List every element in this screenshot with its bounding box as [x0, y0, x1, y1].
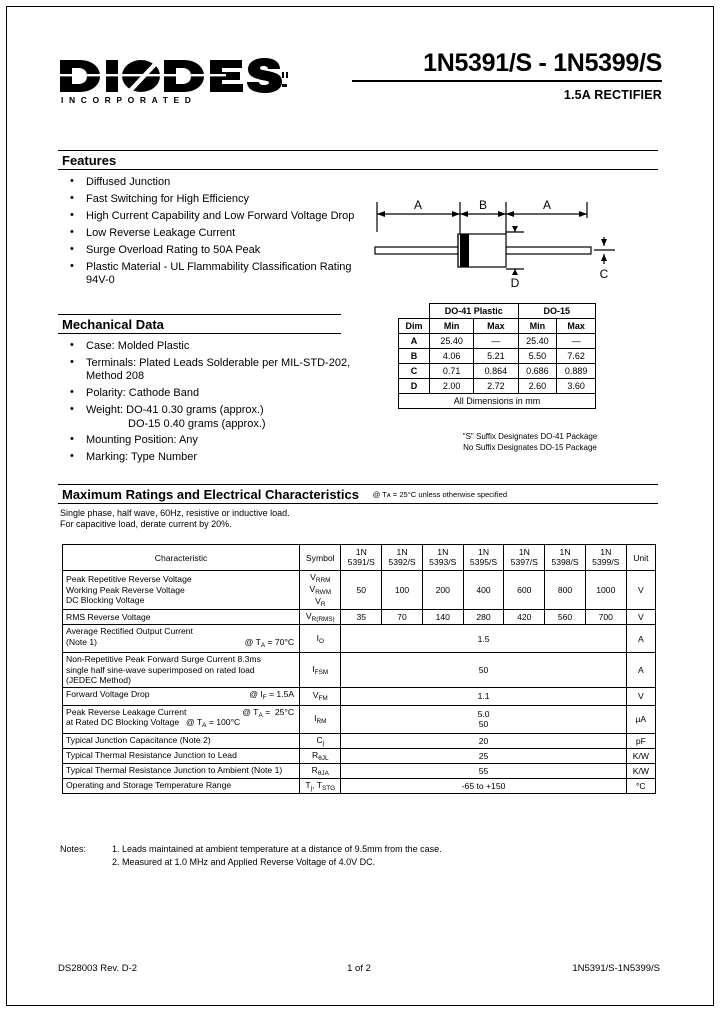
col-device-1	[341, 545, 382, 571]
row-value-span: 25	[341, 748, 626, 763]
device-suffix: 5391/S	[347, 556, 375, 567]
row-unit: V	[626, 687, 655, 705]
dims-cell: 0.686	[518, 364, 557, 379]
dims-cell: 3.60	[557, 379, 596, 394]
dims-corner-cell	[399, 304, 430, 319]
footer-document-id: DS28003 Rev. D-2	[58, 963, 138, 974]
col-device-6	[545, 545, 586, 571]
row-value: 800	[545, 571, 586, 610]
row-symbol: $V_{FM}$	[300, 687, 341, 705]
dim-label-d: D	[510, 276, 520, 290]
list-item: • Mounting Position: Any	[64, 434, 364, 447]
row-characteristic: Typical Junction Capacitance (Note 2)	[63, 733, 300, 748]
row-value-span: 1.5	[341, 625, 626, 653]
row-unit: pF	[626, 733, 655, 748]
row-unit: A	[626, 625, 655, 653]
row-unit: V	[626, 610, 655, 625]
row-symbol: $C_j$	[300, 733, 341, 748]
table-row	[63, 610, 656, 625]
device-prefix: 1N	[437, 547, 449, 557]
ratings-heading-condition: @ Tᴀ = 25°C unless otherwise specified	[372, 490, 508, 499]
row-value: 400	[463, 571, 504, 610]
package-note-line1: "S" Suffix Designates DO-41 Package	[462, 432, 598, 441]
row-characteristic	[63, 687, 300, 705]
dim-label-c: C	[599, 267, 609, 281]
logo-subtitle: INCORPORATED	[61, 95, 197, 105]
row-condition: @ $I_F = 1.5A$	[249, 688, 295, 701]
list-item: • Fast Switching for High Efficiency	[64, 193, 364, 206]
package-suffix-note	[420, 432, 640, 453]
row-characteristic: Operating and Storage Temperature Range	[63, 778, 300, 793]
weight-line-2: DO-15 0.40 grams (approx.)	[128, 417, 266, 430]
ratings-table	[62, 544, 656, 794]
device-prefix: 1N	[396, 547, 408, 557]
dims-cell: 25.40	[429, 334, 473, 349]
dims-col-do41-max: Max	[474, 319, 518, 334]
row-value-span: 55	[341, 763, 626, 778]
device-suffix: 5393/S	[429, 556, 457, 567]
table-row	[63, 625, 656, 653]
dims-cell: 2.72	[474, 379, 518, 394]
row-characteristic: Peak Reverse Leakage Current @ $T_A = 25^\circ C$ at Rated DC Blocking Voltage @ $T_A = 100^\circ C$	[63, 705, 300, 733]
title-rule	[352, 80, 662, 82]
row-symbol: $T_j$, $T_{STG}$	[300, 778, 341, 793]
col-device-4	[463, 545, 504, 571]
notes-list	[60, 843, 442, 868]
dims-group-do15: DO-15	[518, 304, 595, 319]
list-item: • Case: Molded Plastic	[64, 340, 364, 353]
features-list	[64, 176, 364, 291]
dims-col-do15-min: Min	[518, 319, 557, 334]
dimensions-table	[398, 303, 596, 409]
list-item: • Surge Overload Rating to 50A Peak	[64, 244, 364, 257]
row-unit: A	[626, 653, 655, 688]
row-condition: @ $T_A = 70^\circ C$	[244, 636, 295, 649]
mechanical-data-heading: Mechanical Data	[58, 314, 341, 334]
row-value: 100	[382, 571, 423, 610]
col-device-5	[504, 545, 545, 571]
package-note-line2: No Suffix Designates DO-15 Package	[463, 442, 597, 452]
list-item: • High Current Capability and Low Forward Voltage Drop	[64, 210, 364, 223]
dims-cell: 2.60	[518, 379, 557, 394]
device-prefix: 1N	[355, 547, 367, 557]
dims-footer: All Dimensions in mm	[399, 394, 596, 409]
table-row	[399, 394, 596, 409]
page-title: 1N5391/S - 1N5399/S	[423, 49, 662, 77]
row-symbol: $I_{FSM}$	[300, 653, 341, 688]
row-condition: @ $T_A = 100^\circ C$	[185, 717, 241, 730]
footer-page-number: 1 of 2	[347, 963, 371, 974]
page-subtitle: 1.5A RECTIFIER	[563, 88, 662, 103]
row-value: 200	[422, 571, 463, 610]
diodes-logo-wordmark	[58, 58, 290, 94]
dims-col-do41-min: Min	[429, 319, 473, 334]
dims-group-do41: DO-41 Plastic	[429, 304, 518, 319]
row-value: 600	[504, 571, 545, 610]
row-characteristic: Typical Thermal Resistance Junction to Lead	[63, 748, 300, 763]
ratings-heading	[58, 484, 658, 504]
table-row	[399, 364, 596, 379]
features-heading: Features	[58, 150, 658, 170]
dims-col-do15-max: Max	[557, 319, 596, 334]
package-outline-drawing	[372, 192, 662, 298]
row-characteristic: RMS Reverse Voltage	[63, 610, 300, 625]
table-row	[399, 349, 596, 364]
weight-line-1: Weight: DO-41 0.30 grams (approx.)	[86, 404, 264, 417]
dims-cell: 4.06	[429, 349, 473, 364]
dims-row-label: C	[399, 364, 430, 379]
table-row	[399, 334, 596, 349]
row-value-span: 5.0 50	[341, 705, 626, 733]
notes-block	[60, 843, 442, 869]
notes-label: Notes:	[60, 844, 87, 854]
col-device-3	[422, 545, 463, 571]
diodes-logo	[58, 58, 298, 105]
row-value-span: 20	[341, 733, 626, 748]
mechanical-data-list	[64, 340, 364, 468]
dims-cell: 5.50	[518, 349, 557, 364]
table-row	[63, 653, 656, 688]
row-value: 1000	[585, 571, 626, 610]
row-symbol: $I_O$	[300, 625, 341, 653]
row-unit: µA	[626, 705, 655, 733]
footer-part-range: 1N5391/S-1N5399/S	[572, 963, 660, 974]
row-value: 700	[585, 610, 626, 625]
dims-cell: 2.00	[429, 379, 473, 394]
list-item: • Diffused Junction	[64, 176, 364, 189]
row-value: 35	[341, 610, 382, 625]
dims-cell: 7.62	[557, 349, 596, 364]
col-characteristic: Characteristic	[63, 545, 300, 571]
row-value: 560	[545, 610, 586, 625]
row-characteristic: Typical Thermal Resistance Junction to Ambient (Note 1)	[63, 763, 300, 778]
row-value: 280	[463, 610, 504, 625]
device-suffix: 5398/S	[551, 556, 579, 567]
dims-cell: —	[557, 334, 596, 349]
list-item: • Terminals: Plated Leads Solderable per MIL-STD-202, Method 208	[64, 357, 364, 384]
row-value-span: 1.1	[341, 687, 626, 705]
device-prefix: 1N	[559, 547, 571, 557]
table-row	[63, 733, 656, 748]
dims-cell: 0.71	[429, 364, 473, 379]
dims-row-label: B	[399, 349, 430, 364]
device-suffix: 5395/S	[469, 556, 498, 567]
table-row	[63, 687, 656, 705]
device-prefix: 1N	[478, 547, 490, 557]
dims-row-label: A	[399, 334, 430, 349]
row-unit: K/W	[626, 748, 655, 763]
list-item: • Plastic Material - UL Flammability Classification Rating 94V-0	[64, 261, 364, 288]
table-header-row	[63, 545, 656, 571]
row-characteristic-text: Forward Voltage Drop	[66, 688, 150, 699]
dims-cell: 0.864	[474, 364, 518, 379]
row-value: 50	[341, 571, 382, 610]
row-value: 70	[382, 610, 423, 625]
row-unit: K/W	[626, 763, 655, 778]
row-value-span: -65 to +150	[341, 778, 626, 793]
dims-cell: 0.889	[557, 364, 596, 379]
col-unit: Unit	[626, 545, 655, 571]
ratings-intro-line2: For capacitive load, derate current by 20%.	[60, 519, 232, 529]
list-item	[64, 404, 364, 431]
table-row	[63, 571, 656, 610]
row-value: 140	[422, 610, 463, 625]
row-symbol: $R_{\theta JA}$	[300, 763, 341, 778]
table-row	[399, 319, 596, 334]
note-item: 2. Measured at 1.0 MHz and Applied Reverse Voltage of 4.0V DC.	[112, 857, 376, 867]
col-device-2	[382, 545, 423, 571]
row-characteristic: Non-Repetitive Peak Forward Surge Current 8.3ms single half sine-wave superimposed on rated load (JEDEC Method)	[63, 653, 300, 688]
col-device-7	[585, 545, 626, 571]
dims-row-label: D	[399, 379, 430, 394]
row-value-span: 50	[341, 653, 626, 688]
row-unit: V	[626, 571, 655, 610]
row-unit: °C	[626, 778, 655, 793]
device-prefix: 1N	[518, 547, 530, 557]
list-item: • Low Reverse Leakage Current	[64, 227, 364, 240]
ratings-heading-text: Maximum Ratings and Electrical Characteristics	[62, 487, 359, 502]
table-row	[63, 705, 656, 733]
row-condition: @ $T_A = 25^\circ C$	[242, 706, 295, 719]
row-symbol: $R_{\theta JL}$	[300, 748, 341, 763]
table-row	[399, 379, 596, 394]
table-row	[63, 748, 656, 763]
dims-col-dim: Dim	[399, 319, 430, 334]
list-item: • Marking: Type Number	[64, 451, 364, 464]
device-prefix: 1N	[600, 547, 612, 557]
device-suffix: 5392/S	[388, 556, 416, 567]
table-row	[63, 778, 656, 793]
row-symbol: $V_{RRM}$ $V_{RWM}$ $V_R$	[300, 571, 341, 610]
device-suffix: 5399/S	[592, 556, 620, 567]
dims-cell: 25.40	[518, 334, 557, 349]
ratings-intro-line1: Single phase, half wave, 60Hz, resistive or inductive load.	[60, 508, 290, 518]
dims-cell: —	[474, 334, 518, 349]
row-characteristic: Peak Repetitive Reverse Voltage Working Peak Reverse Voltage DC Blocking Voltage	[63, 571, 300, 610]
dim-label-b: B	[478, 198, 488, 212]
table-row	[63, 763, 656, 778]
note-item: 1. Leads maintained at ambient temperature at a distance of 9.5mm from the case.	[112, 844, 442, 854]
list-item: • Polarity: Cathode Band	[64, 387, 364, 400]
row-value: 420	[504, 610, 545, 625]
col-symbol: Symbol	[300, 545, 341, 571]
table-row	[399, 304, 596, 319]
row-symbol: $I_{RM}$	[300, 705, 341, 733]
row-symbol: $V_{R(RMS)}$	[300, 610, 341, 625]
dim-label-a-right: A	[542, 198, 552, 212]
row-characteristic: Average Rectified Output Current (Note 1) @ $T_A = 70^\circ C$	[63, 625, 300, 653]
dim-label-a-left: A	[413, 198, 423, 212]
dims-cell: 5.21	[474, 349, 518, 364]
device-suffix: 5397/S	[510, 556, 538, 567]
title-block	[352, 50, 662, 102]
ratings-intro	[60, 508, 290, 530]
